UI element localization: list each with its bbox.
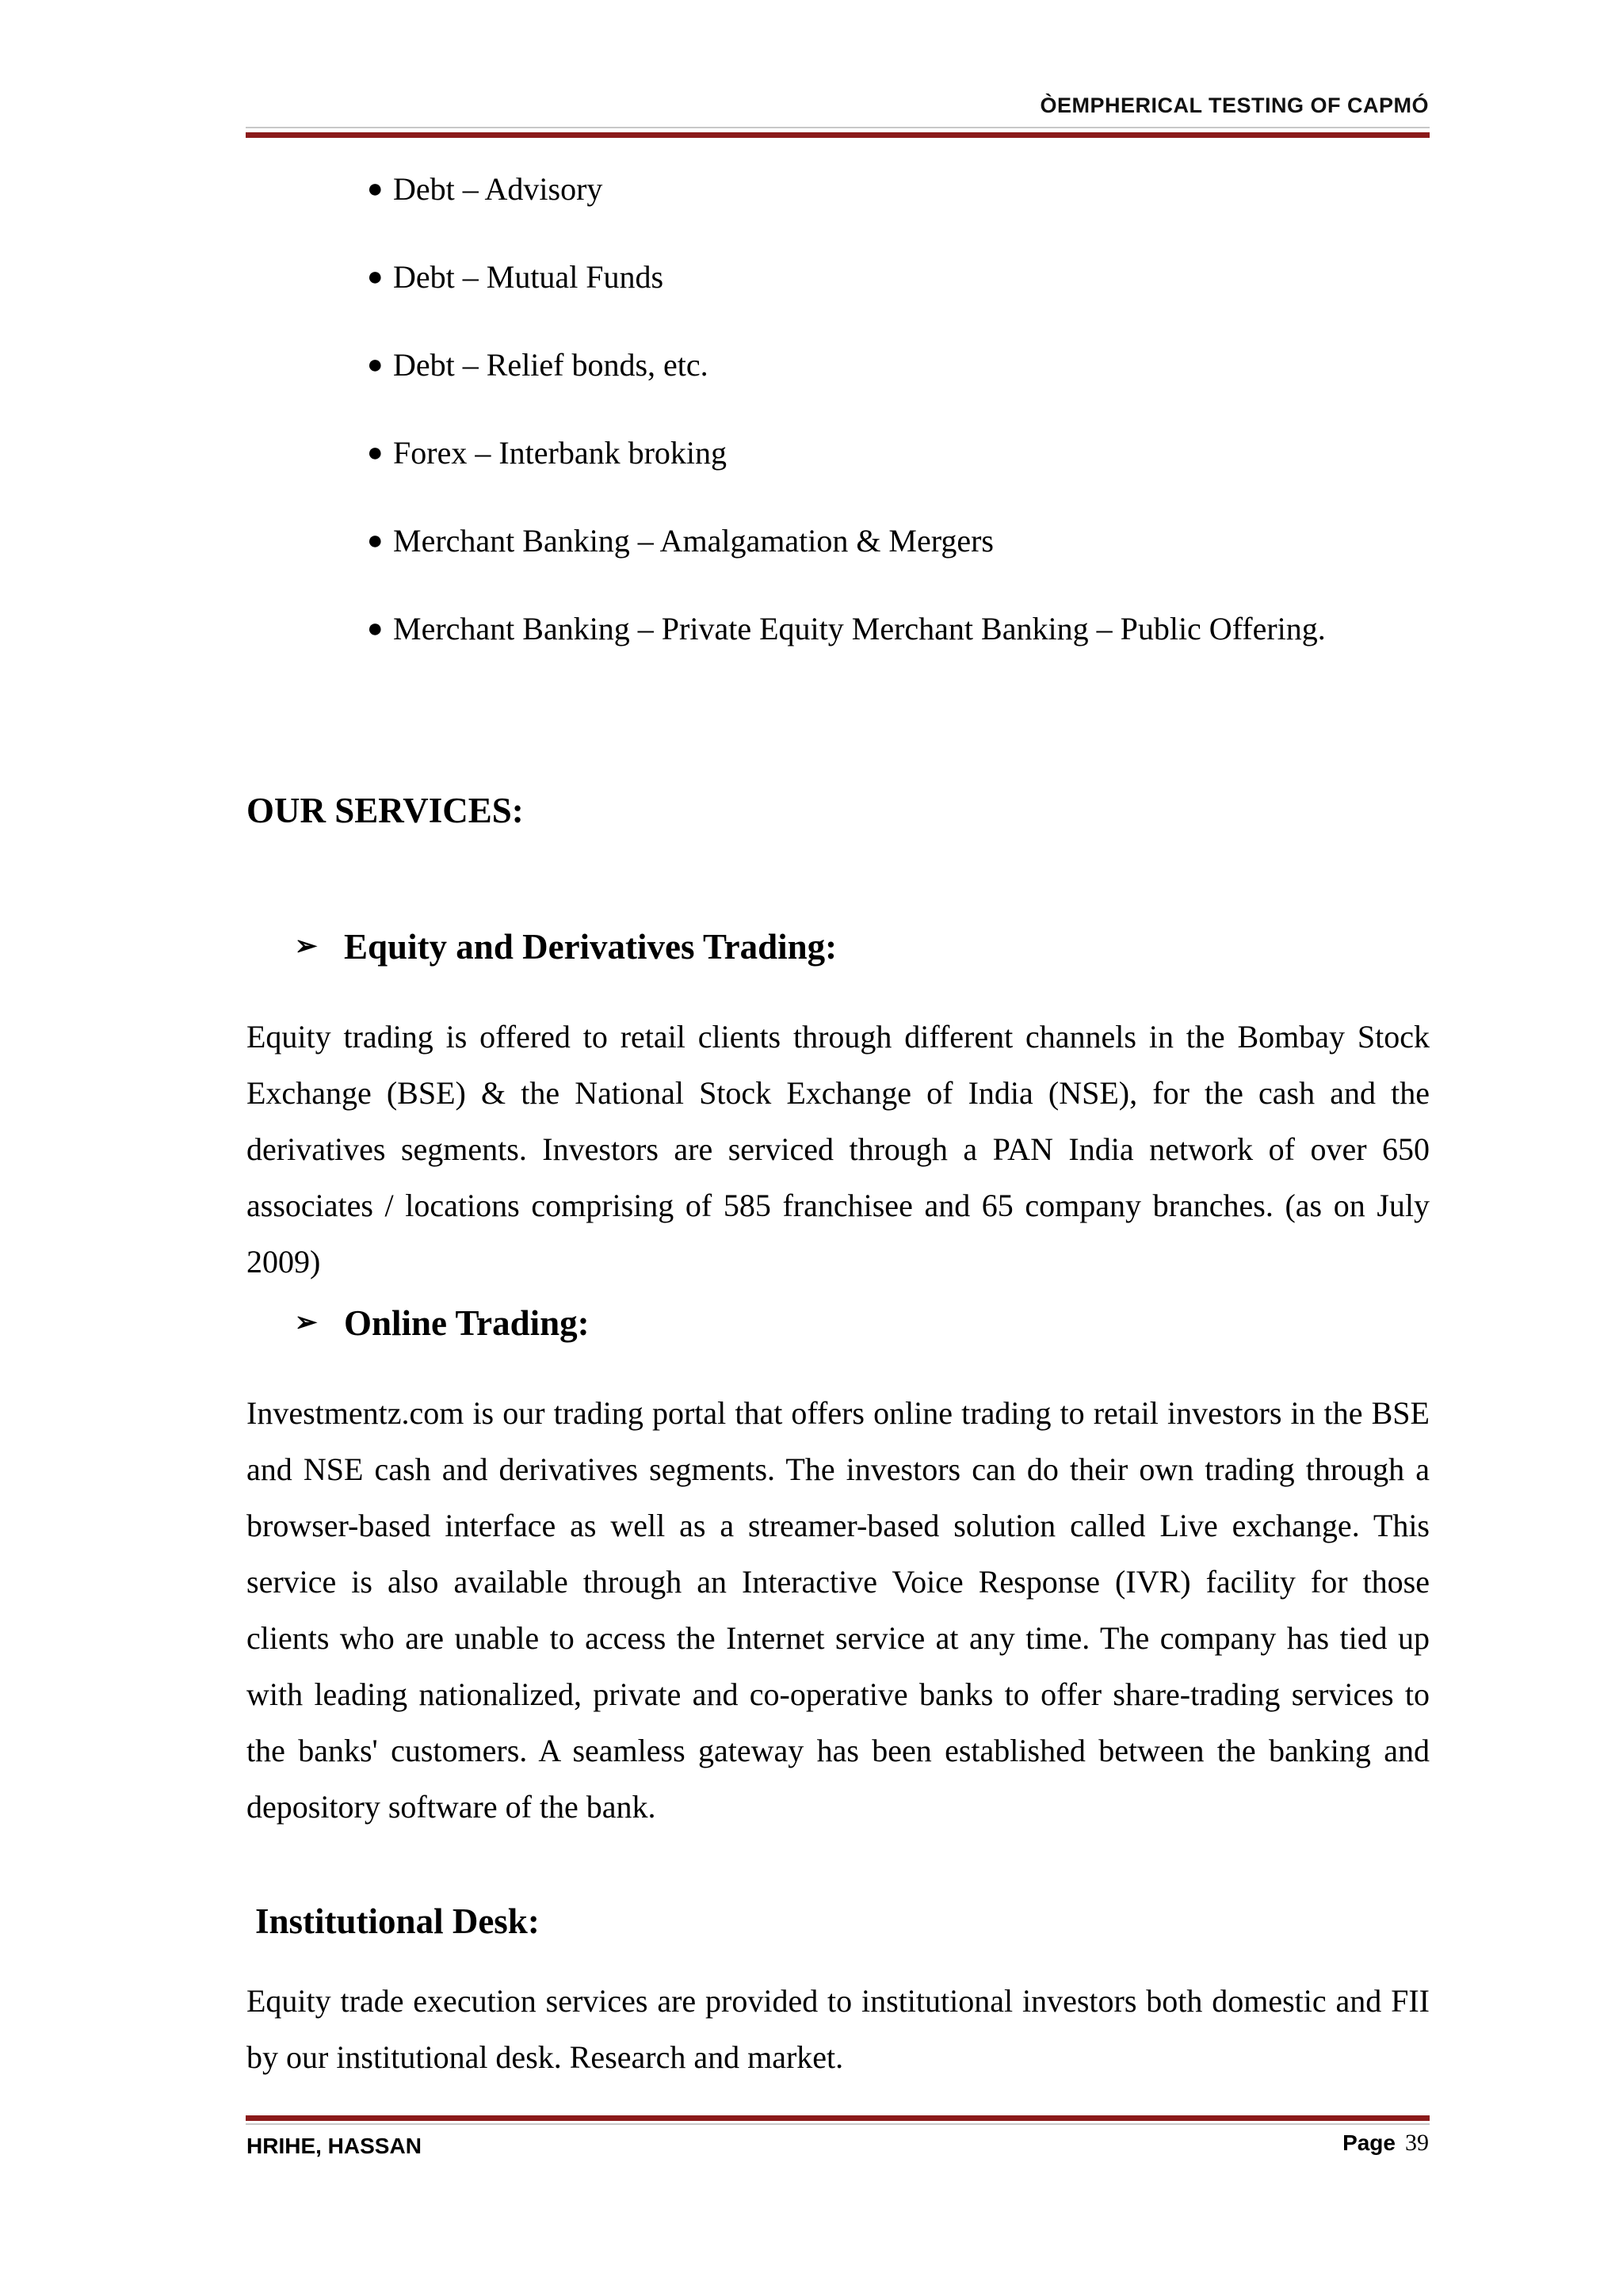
list-item-text: Debt – Mutual Funds (393, 259, 664, 295)
bullet-icon: ● (367, 438, 384, 467)
institutional-paragraph: Equity trade execution services are provided to institutional investors both domestic and FII by our institutional desk. Research and market. (246, 1983, 1430, 2075)
header-title: ÒEMPHERICAL TESTING OF CAPMÓ (1040, 93, 1429, 117)
page-number: 39 (1405, 2130, 1429, 2156)
bullet-icon: ● (367, 614, 384, 643)
bullet-icon: ● (367, 174, 384, 204)
online-heading-text: Online Trading: (344, 1303, 590, 1343)
bullet-icon: ● (367, 350, 384, 379)
footer-author: HRIHE, HASSAN (246, 2134, 422, 2158)
footer-page (1342, 2130, 1429, 2157)
equity-heading (295, 921, 838, 973)
section-title: OUR SERVICES: (246, 791, 524, 830)
header-rule-thick (246, 132, 1430, 138)
header-rule-thin (246, 127, 1430, 128)
list-item (367, 254, 664, 301)
footer-rule-thin (246, 2123, 1430, 2125)
bullet-icon: ● (367, 262, 384, 292)
equity-paragraph: Equity trading is offered to retail clients through different channels in the Bombay Stock Exchange (BSE) & the National Stock Exchange of India (NSE), for the cash and the derivatives segments. Investors are serviced through a PAN India network of over 650 associates / locations comprising of 585 franchisee and 65 company branches. (as on July 2009) (246, 1019, 1430, 1280)
list-item-text: Debt – Relief bonds, etc. (393, 347, 708, 383)
equity-heading-text: Equity and Derivatives Trading: (344, 927, 838, 967)
institutional-heading: Institutional Desk: (255, 1901, 540, 1941)
list-item-text: Merchant Banking – Private Equity Merchant Banking – Public Offering. (393, 611, 1326, 646)
bullet-icon: ● (367, 526, 384, 555)
footer-rule-thick (246, 2115, 1430, 2121)
list-item (367, 341, 708, 389)
online-paragraph: Investmentz.com is our trading portal that offers online trading to retail investors in the BSE and NSE cash and derivatives segments. The investors can do their own trading through a browser-based interface as well as a streamer-based solution called Live exchange. This service is also available through an Interactive Voice Response (IVR) facility for those clients who are unable to access the Internet service at any time. The company has tied up with leading nationalized, private and co-operative banks to offer share-trading services to the banks' customers. A seamless gateway has been established between the banking and depository software of the bank. (246, 1395, 1430, 1825)
arrow-bullet-icon: ➢ (295, 932, 318, 961)
list-item-text: Merchant Banking – Amalgamation & Mergers (393, 523, 994, 559)
page-label: Page (1342, 2130, 1396, 2155)
list-item (367, 166, 603, 213)
list-item (367, 605, 1326, 653)
online-heading (295, 1297, 590, 1349)
list-item (367, 517, 994, 565)
list-item-text: Forex – Interbank broking (393, 435, 727, 471)
list-item-text: Debt – Advisory (393, 171, 603, 207)
list-item (367, 429, 727, 477)
arrow-bullet-icon: ➢ (295, 1308, 318, 1337)
